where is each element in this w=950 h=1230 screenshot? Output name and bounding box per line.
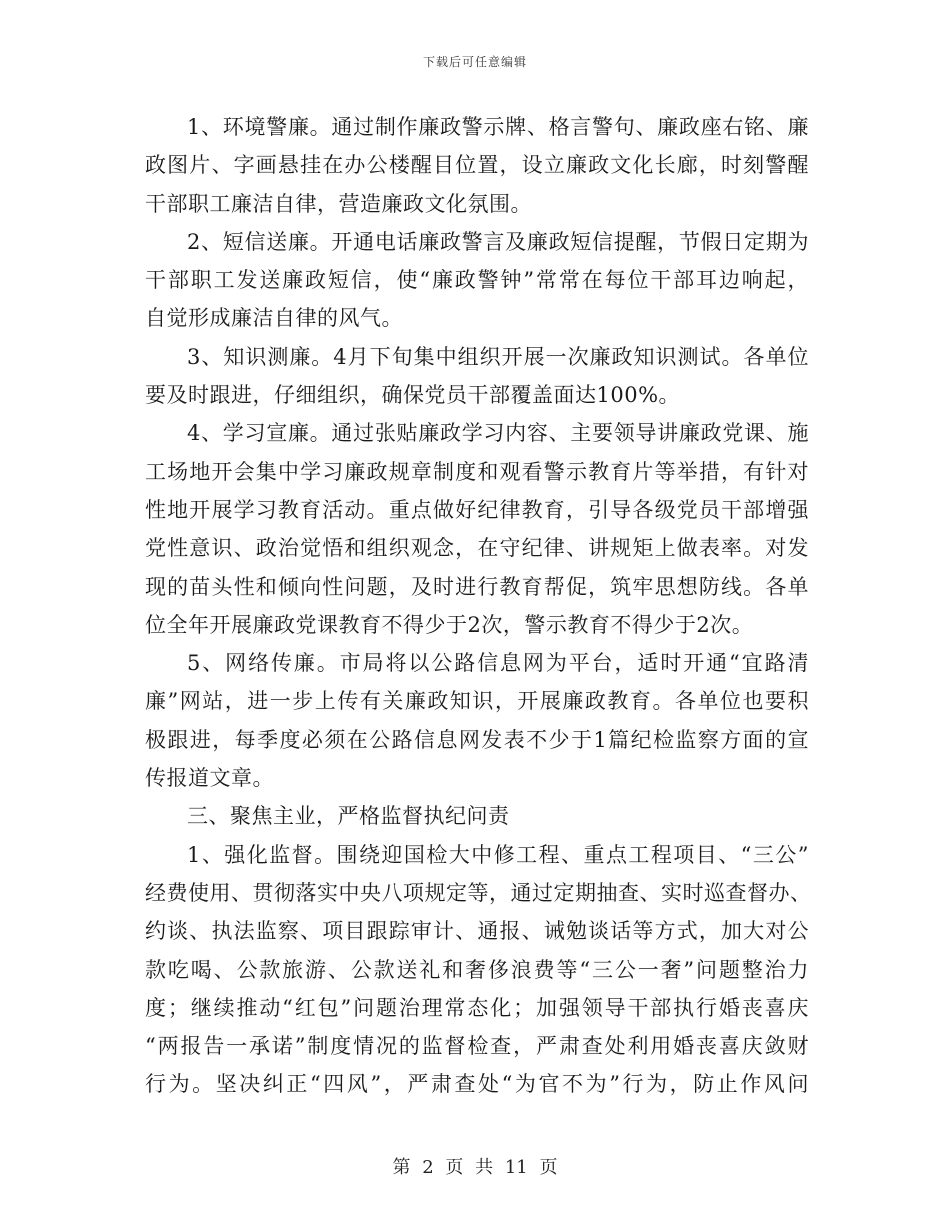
text-line: 4、学习宣廉。通过张贴廉政学习内容、主要领导讲廉政党课、施: [187, 421, 809, 446]
text-line: 位全年开展廉政党课教育不得少于2次，警示教育不得少于2次。: [145, 612, 754, 637]
text-line: 5、网络传廉。市局将以公路信息网为平台，适时开通“宜路清: [187, 651, 809, 676]
text-line: 干部职工发送廉政短信，使“廉政警钟”常常在每位干部耳边响起，: [145, 268, 809, 293]
text-line: 度；继续推动“红包”问题治理常态化；加强领导干部执行婚丧喜庆: [145, 995, 809, 1020]
page-number: 第 2 页 共 11 页: [392, 1157, 558, 1178]
text-line: 款吃喝、公款旅游、公款送礼和奢侈浪费等“三公一奢”问题整治力: [145, 957, 809, 982]
text-line: 廉”网站，进一步上传有关廉政知识，开展廉政教育。各单位也要积: [145, 689, 809, 714]
text-line: 要及时跟进，仔细组织，确保党员干部覆盖面达100%。: [145, 383, 681, 408]
text-line: 政图片、字画悬挂在办公楼醒目位置，设立廉政文化长廊，时刻警醒: [145, 153, 809, 178]
text-line: 工场地开会集中学习廉政规章制度和观看警示教育片等举措，有针对: [145, 459, 809, 484]
text-line: 党性意识、政治觉悟和组织观念，在守纪律、讲规矩上做表率。对发: [145, 536, 809, 561]
text-line: 1、强化监督。围绕迎国检大中修工程、重点工程项目、“三公”: [187, 842, 809, 867]
document-body: [145, 108, 812, 1104]
text-line: 极跟进，每季度必须在公路信息网发表不少于1篇纪检监察方面的宣: [145, 727, 809, 752]
header-note: 下载后可任意编辑: [422, 55, 527, 69]
text-line: 2、短信送廉。开通电话廉政警言及廉政短信提醒，节假日定期为: [187, 229, 809, 254]
section-heading: 三、聚焦主业，严格监督执纪问责: [187, 804, 510, 829]
text-line: “两报告一承诺”制度情况的监督检查，严肃查处利用婚丧喜庆敛财: [145, 1034, 809, 1059]
text-line: 传报道文章。: [145, 766, 274, 791]
text-line: 经费使用、贯彻落实中央八项规定等，通过定期抽查、实时巡查督办、: [145, 880, 812, 905]
text-line: 1、环境警廉。通过制作廉政警示牌、格言警句、廉政座右铭、廉: [187, 115, 809, 139]
text-line: 干部职工廉洁自律，营造廉政文化氛围。: [145, 191, 532, 216]
text-line: 约谈、执法监察、项目跟踪审计、通报、诫勉谈话等方式，加大对公: [145, 919, 809, 944]
text-line: 自觉形成廉洁自律的风气。: [145, 306, 403, 331]
text-line: 性地开展学习教育活动。重点做好纪律教育，引导各级党员干部增强: [145, 497, 809, 522]
text-line: 行为。坚决纠正“四风”，严肃查处“为官不为”行为，防止作风问: [145, 1072, 809, 1097]
text-line: 3、知识测廉。4月下旬集中组织开展一次廉政知识测试。各单位: [187, 344, 809, 369]
text-line: 现的苗头性和倾向性问题，及时进行教育帮促，筑牢思想防线。各单: [145, 574, 809, 599]
